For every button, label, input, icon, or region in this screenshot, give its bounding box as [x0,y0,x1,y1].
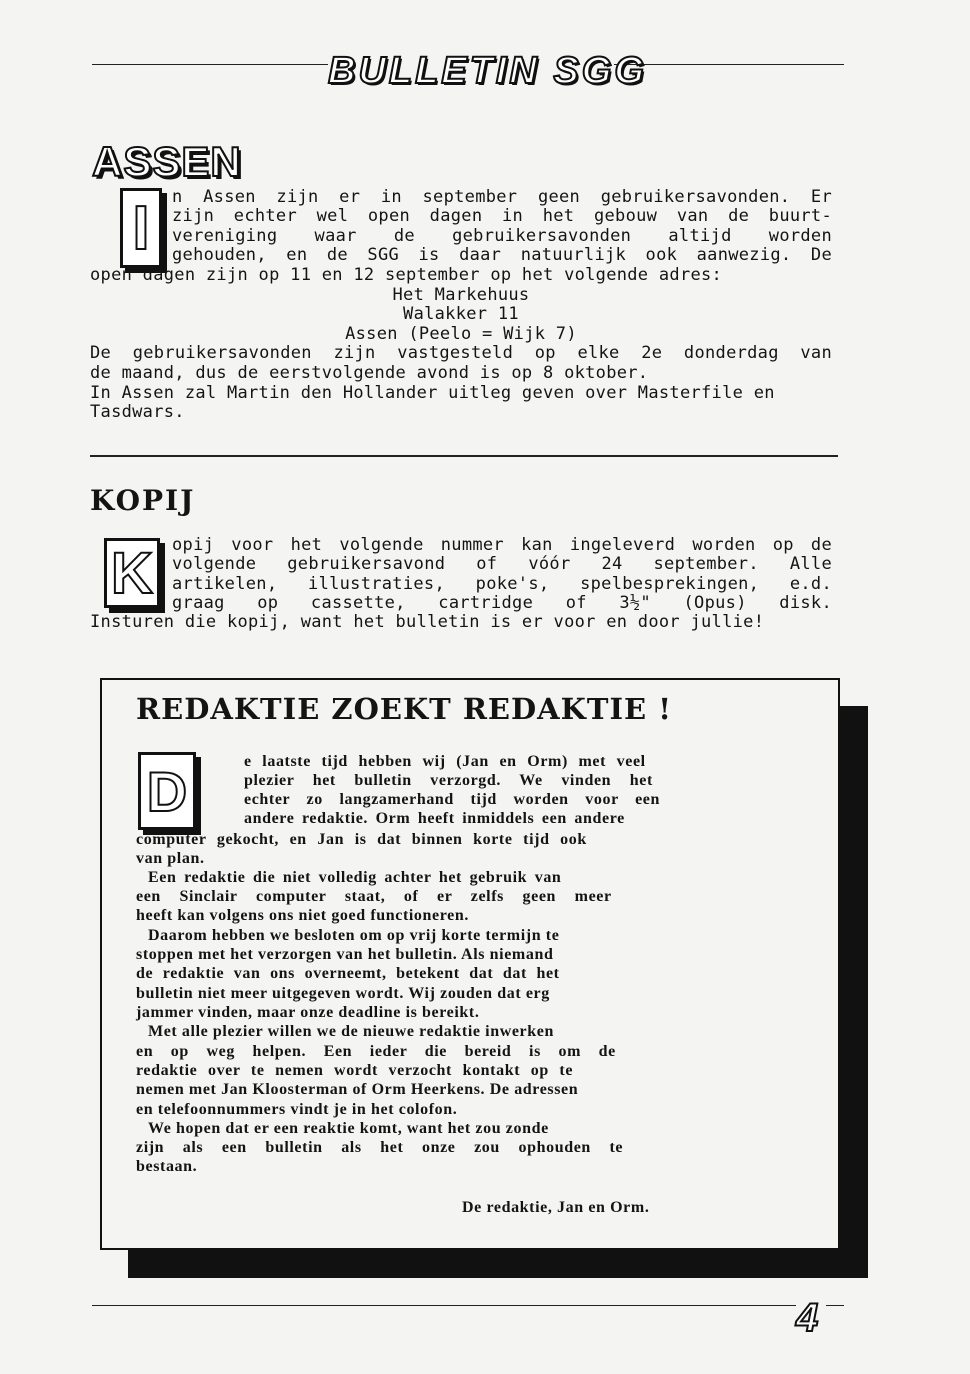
redaktie-line: stoppen met het verzorgen van het bulletin. Als niemand [136,946,554,963]
redaktie-drop-cap: D [138,752,196,830]
assen-line: vereniging waar de gebruikersavonden altijd worden [172,226,832,246]
assen-line: De gebruikersavonden zijn vastgesteld op elke 2e donderdag van [90,343,832,363]
assen-line: n Assen zijn er in september geen gebruikersavonden. Er [172,187,832,207]
assen-line: de maand, dus de eerstvolgende avond is op 8 oktober. [90,363,649,383]
assen-drop-cap: I [120,188,162,268]
redaktie-line: van plan. [136,850,205,867]
assen-line: zijn echter wel open dagen in het gebouw van de buurt- [172,206,832,226]
redaktie-line: en op weg helpen. Een ieder die bereid is om de [136,1043,616,1060]
redaktie-line: bestaan. [136,1158,198,1175]
redaktie-line: e laatste tijd hebben wij (Jan en Orm) met veel [244,753,646,770]
kopij-drop-cap: K [104,538,160,608]
top-rule [92,64,328,65]
top-rule-right [614,64,844,65]
section-divider [90,455,838,457]
redaktie-line: bulletin niet meer uitgegeven wordt. Wij zouden dat erg [136,985,550,1002]
assen-address-line: Walakker 11 [403,304,519,324]
redaktie-line: Een redaktie die niet volledig achter het gebruik van [148,869,562,886]
redaktie-line: een Sinclair computer staat, of er zelfs geen meer [136,888,612,905]
redaktie-line: Met alle plezier willen we de nieuwe redaktie inwerken [148,1023,554,1040]
redaktie-title: REDAKTIE ZOEKT REDAKTIE ! [136,692,672,726]
kopij-line: volgende gebruikersavond of vóór 24 september. Alle [172,554,832,574]
assen-line: In Assen zal Martin den Hollander uitleg geven over Masterfile en [90,383,775,403]
page-number: 4 [796,1296,819,1340]
redaktie-line: We hopen dat er een reaktie komt, want het zou zonde [148,1120,549,1137]
kopij-heading: KOPIJ [90,484,196,517]
assen-line: open dagen zijn op 11 en 12 september op het volgende adres: [90,265,723,285]
redaktie-signature: De redaktie, Jan en Orm. [462,1199,650,1216]
kopij-line: artikelen, illustraties, poke's, spelbesprekingen, e.d. [172,574,832,594]
kopij-line: opij voor het volgende nummer kan ingeleverd worden op de [172,535,832,555]
redaktie-line: heeft kan volgens ons niet goed functioneren. [136,907,469,924]
assen-line: Tasdwars. [90,402,185,422]
redaktie-line: jammer vinden, maar onze deadline is bereikt. [136,1004,480,1021]
bottom-rule-right [826,1305,844,1306]
masthead: BULLETIN SGG [328,50,647,92]
kopij-line: Insturen die kopij, want het bulletin is er voor en door jullie! [90,612,765,632]
assen-address-line: Het Markehuus [392,285,530,305]
bottom-rule [92,1305,796,1306]
redaktie-line: plezier het bulletin verzorgd. We vinden het [244,772,653,789]
redaktie-line: andere redaktie. Orm heeft inmiddels een andere [244,810,625,827]
redaktie-line: computer gekocht, en Jan is dat binnen korte tijd ook [136,831,587,848]
redaktie-line: Daarom hebben we besloten om op vrij korte termijn te [148,927,560,944]
assen-heading: ASSEN [92,138,242,185]
redaktie-line: zijn als een bulletin als het onze zou ophouden te [136,1139,624,1156]
redaktie-line: en telefoonnummers vindt je in het colofon. [136,1101,458,1118]
redaktie-line: echter zo langzamerhand tijd worden voor een [244,791,660,808]
redaktie-line: nemen met Jan Kloosterman of Orm Heerkens. De adressen [136,1081,579,1098]
redaktie-line: redaktie over te nemen wordt verzocht kontakt op te [136,1062,574,1079]
kopij-line: graag op cassette, cartridge of 3½" (Opus) disk. [172,593,832,613]
assen-line: gehouden, en de SGG is daar natuurlijk ook aanwezig. De [172,245,832,265]
redaktie-line: de redaktie van ons overneemt, betekent dat dat het [136,965,560,982]
assen-address-line: Assen (Peelo = Wijk 7) [345,324,577,344]
